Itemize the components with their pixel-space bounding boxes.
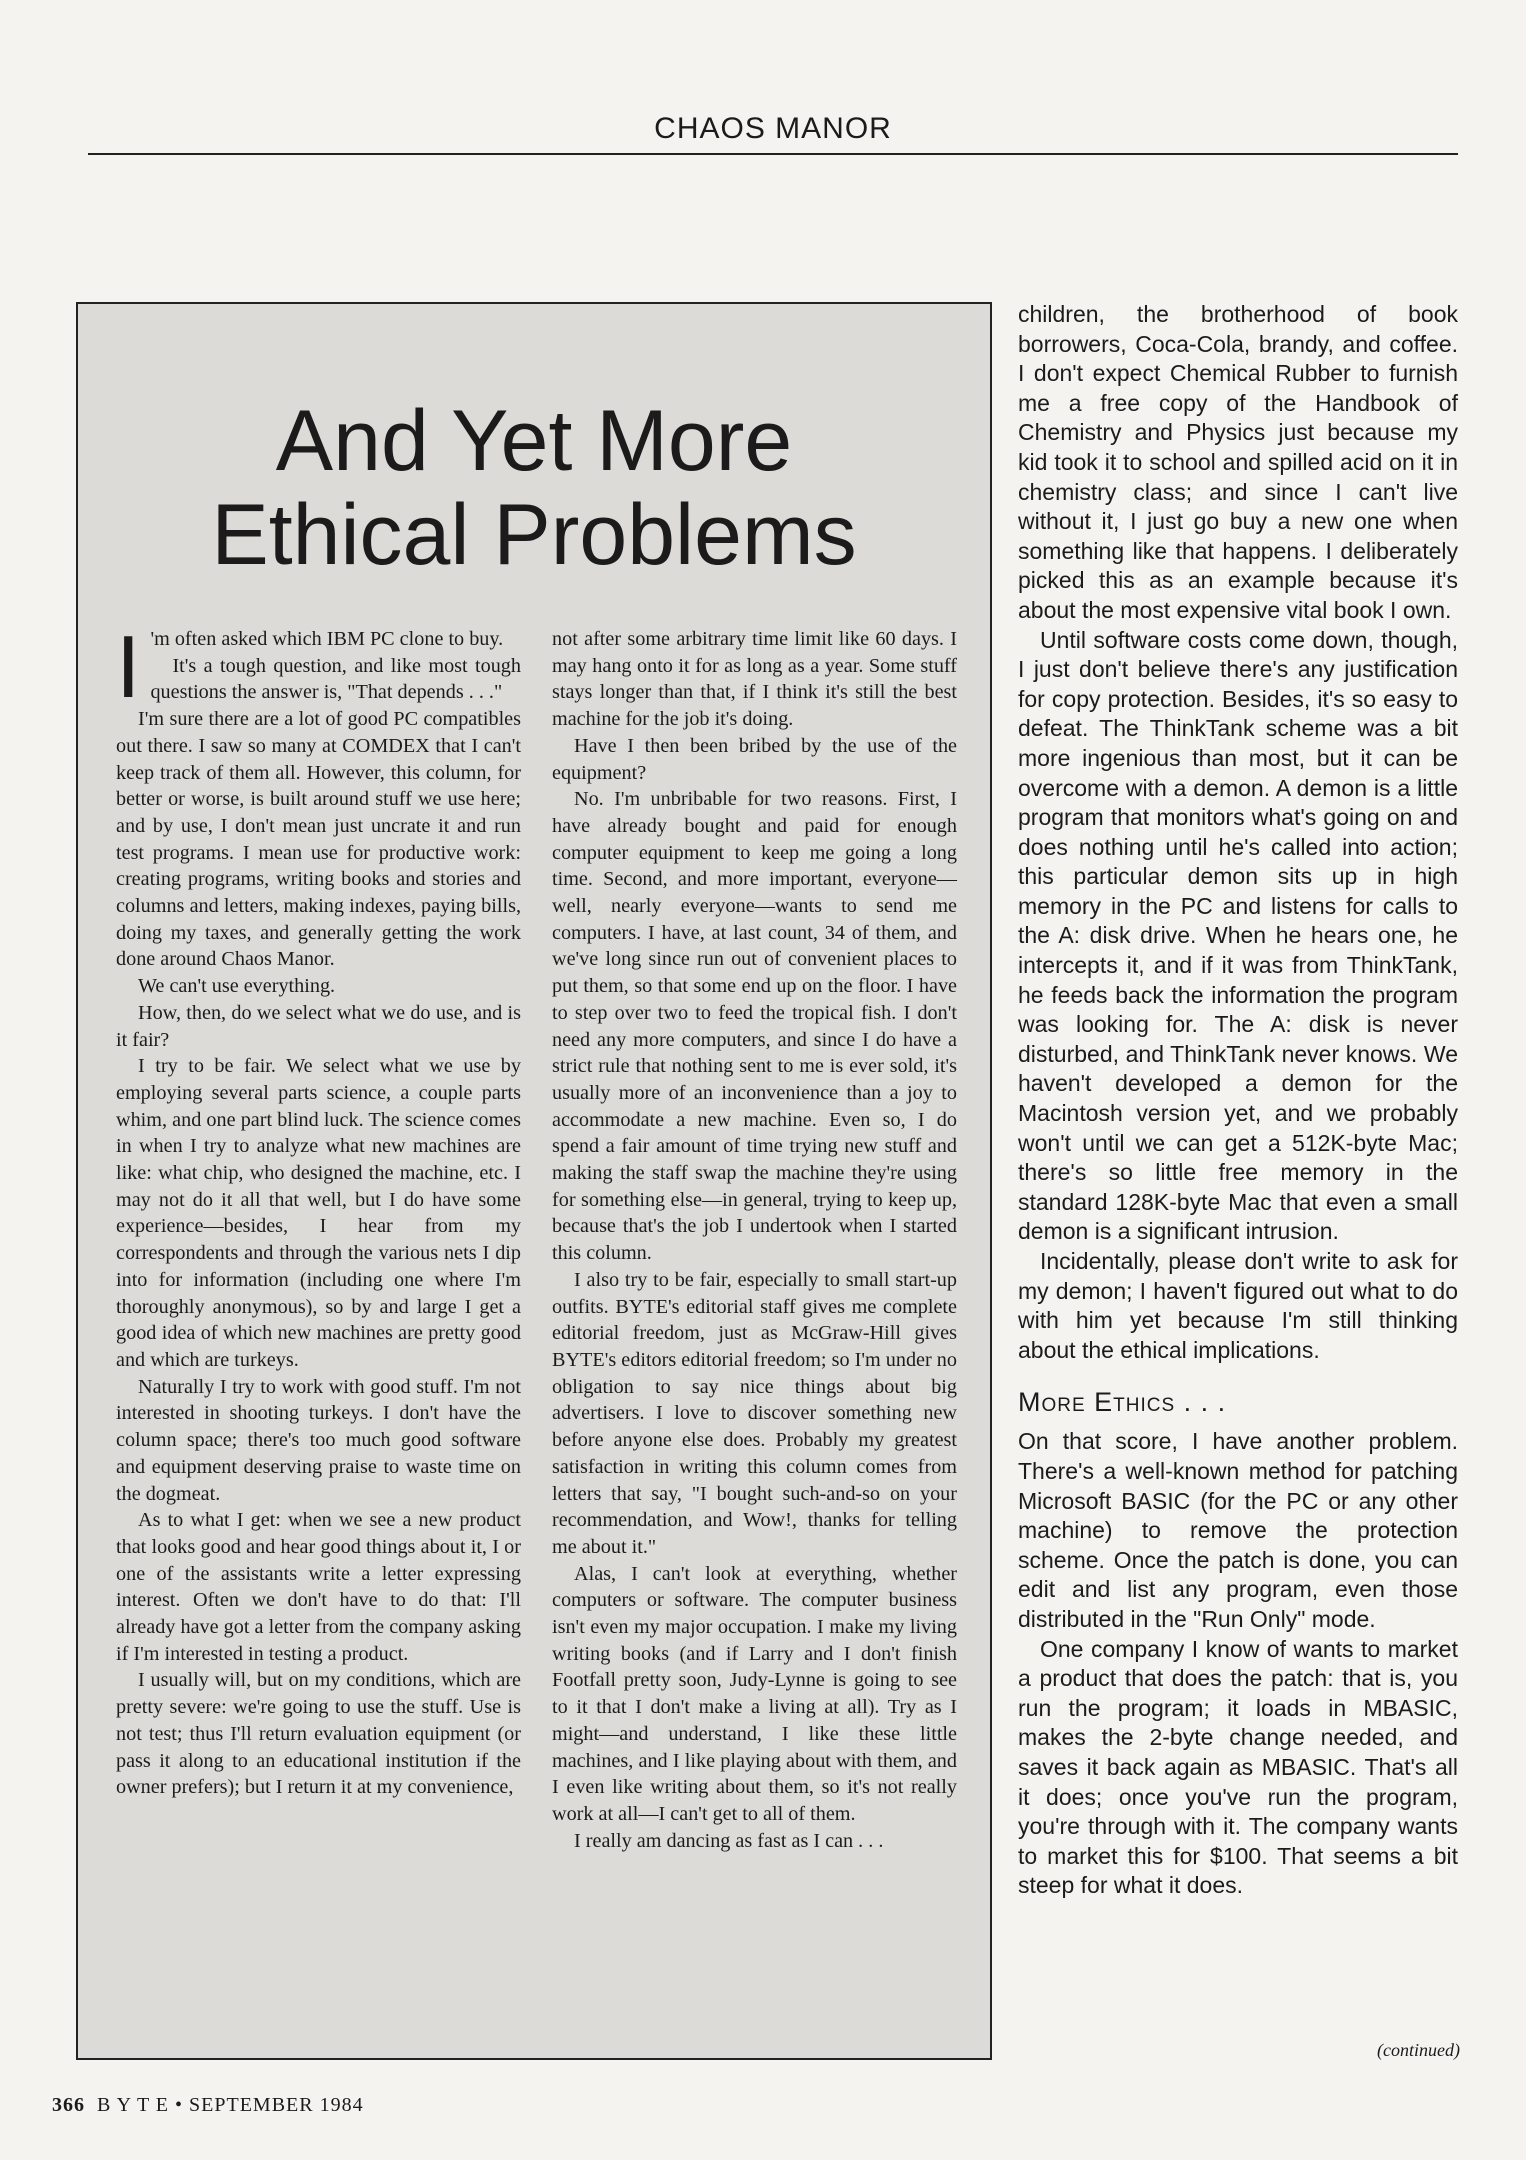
paragraph: No. I'm unbribable for two reasons. First, I have already bought and paid for enough computer equipment to keep me going a long time. Second, and more important, everyone—well, nearly everyone—wants to send me computers. I have, at last count, 34 of them, and we've long since run out of convenient places to put them, so that some end up on the floor. I have to step over two to feed the tropical fish. I don't need any more computers, and since I do have a strict rule that nothing sent to me is ever sold, it's usually more of an inconvenience than a joy to accommodate a new machine. Even so, I do spend a fair amount of time trying new stuff and making the staff swap the machine they're using for something else—in general, trying to keep up, because that's the job I undertook when I started this column. — [552, 788, 957, 1265]
paragraph: I'm sure there are a lot of good PC compatibles out there. I saw so many at COMDEX that I can't keep track of them all. However, this column, for better or worse, is built around stuff we use here; and by use, I don't mean just uncrate it and run test programs. I mean use for productive work: creating programs, writing books and stories and columns and letters, making indexes, paying bills, doing my taxes, and generally getting the work done around Chaos Manor. — [116, 708, 521, 971]
paragraph: As to what I get: when we see a new product that looks good and hear good things about it, I or one of the assistants write a letter expressing interest. Often we don't have to do that: I'll already have got a letter from the company asking if I'm interested in testing a product. — [116, 1509, 521, 1665]
paragraph: not after some arbitrary time limit like 60 days. I may hang onto it for as long as a year. Some stuff stays longer than that, if I think it's still the best machine for the job it's doing. — [552, 628, 957, 731]
paragraph: On that score, I have another problem. There's a well-known method for patching Microsoft BASIC (for the PC or any other machine) to remove the protection scheme. Once the patch is done, you can edit and list any program, even those distributed in the "Run Only" mode. — [1018, 1428, 1458, 1632]
paragraph: We can't use everything. — [138, 975, 336, 998]
paragraph: I also try to be fair, especially to small start-up outfits. BYTE's editorial staff gives me complete editorial freedom, just as McGraw-Hill gives BYTE's editors editorial freedom; so I'm under no obligation to say nice things about big advertisers. I love to discover something new before anyone else does. Probably my greatest satisfaction in writing this column comes from letters that say, "I bought such-and-so on your recommendation, and Wow!, thanks for telling me about it." — [552, 1268, 957, 1558]
paragraph: Alas, I can't look at everything, whether computers or software. The computer business isn't even my major occupation. I make my living writing books (and if Larry and I don't finish Footfall pretty soon, Judy-Lynne is going to see to it that I don't make a living at all). Try as I might—and understand, I like these little machines, and I like playing about with them, and I even like writing about them, so it's not really work at all—I can't get to all of them. — [552, 1562, 957, 1825]
paragraph: I usually will, but on my conditions, which are pretty severe: we're going to use the stuff. Use is not test; thus I'll return evaluation equipment (or pass it along to an educational institution if the owner prefers); but I return it at my convenience, — [116, 1669, 521, 1799]
paragraph: One company I know of wants to market a product that does the patch: that is, you run the program; it loads in MBASIC, makes the 2-byte change needed, and saves it back again as MBASIC. That's all it does; once you've run the program, you're through with it. The company wants to market this for $100. That seems a bit steep for what it does. — [1018, 1635, 1458, 1899]
title-line-1: And Yet More — [275, 393, 793, 489]
paragraph: Until software costs come down, though, I just don't believe there's any justification for copy protection. Besides, it's so easy to defeat. The ThinkTank scheme was a bit more ingenious than most, but it can be overcome with a demon. A demon is a little program that monitors what's going on and does nothing until he's called into action; this particular demon sits up in high memory in the PC and listens for calls to the A: disk drive. When he hears one, he intercepts it, and if it was from ThinkTank, he feeds back the information the program was looking for. The A: disk is never disturbed, and ThinkTank never knows. We haven't developed a demon for the Macintosh version yet, and we probably won't until we can get a 512K-byte Mac; there's so little free memory in the standard 128K-byte Mac that even a small demon is a significant intrusion. — [1018, 626, 1458, 1245]
page-number: 366 — [52, 2094, 85, 2116]
paragraph: children, the brotherhood of book borrowers, Coca-Cola, brandy, and coffee. I don't expect Chemical Rubber to furnish me a free copy of the Handbook of Chemistry and Physics just because my kid took it to school and spilled acid on it in chemistry class; and since I can't live without it, I just go buy a new one when something like that happens. I deliberately picked this as an example because it's about the most expensive vital book I own. — [1018, 301, 1458, 623]
continued-note: (continued) — [1377, 2040, 1460, 2060]
main-column — [1018, 300, 1458, 1901]
paragraph: I really am dancing as fast as I can . . . — [574, 1829, 884, 1852]
sidebar-column-left — [116, 617, 521, 1801]
title-line-2: Ethical Problems — [211, 487, 857, 583]
article-sidebar-box — [76, 302, 992, 2060]
paragraph: I try to be fair. We select what we use by employing several parts science, a couple parts whim, and one part blind luck. The science comes in when I try to analyze what new machines are like: what chip, who designed the machine, etc. I may not do it all that well, but I do have some experience—besides, I hear from my correspondents and through the various nets I dip into for information (including one where I'm thoroughly anonymous), so by and large I get a good idea of which new machines are pretty good and which are turkeys. — [116, 1055, 521, 1371]
paragraph: Naturally I try to work with good stuff. I'm not interested in shooting turkeys. I don't have the column space; there's too much good software and equipment deserving praise to waste time on the dogmeat. — [116, 1375, 521, 1505]
header-rule — [88, 153, 1458, 155]
article-title — [78, 394, 990, 582]
section-header: CHAOS MANOR — [654, 112, 892, 145]
page-footer — [52, 2094, 364, 2117]
paragraph: It's a tough question, and like most tough questions the answer is, "That depends . . ." — [150, 654, 521, 704]
drop-cap: I — [116, 617, 141, 716]
paragraph: I 'm often asked which IBM PC clone to buy. — [116, 617, 504, 716]
paragraph: How, then, do we select what we do use, and is it fair? — [116, 1001, 521, 1051]
magazine-issue: B Y T E • SEPTEMBER 1984 — [97, 2094, 364, 2116]
sidebar-column-right — [552, 626, 957, 1854]
paragraph: Incidentally, please don't write to ask for my demon; I haven't figured out what to do with him yet because I'm still thinking about the ethical implications. — [1018, 1248, 1458, 1363]
paragraph: Have I then been bribed by the use of the equipment? — [552, 734, 957, 784]
section-subheading: More Ethics . . . — [1018, 1387, 1227, 1418]
